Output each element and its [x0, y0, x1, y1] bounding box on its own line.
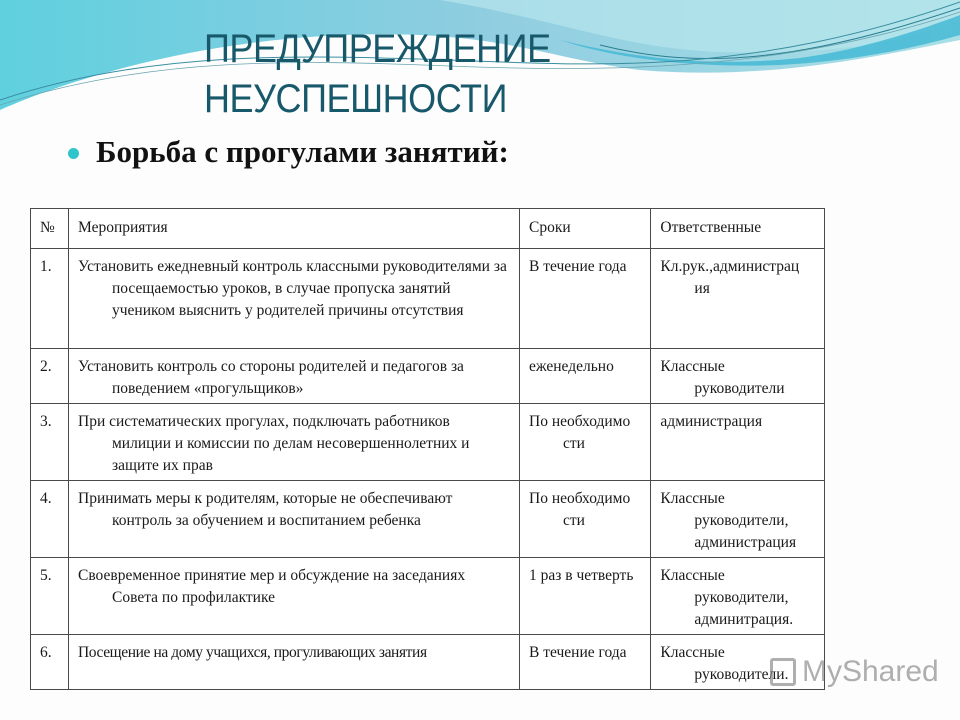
- bullet-dot-icon: [68, 148, 79, 159]
- table-row: [31, 481, 825, 558]
- cell-number: 3.: [31, 404, 69, 481]
- cell-term: По необходимо сти: [520, 481, 651, 558]
- cell-number: 1.: [31, 249, 69, 349]
- cell-action: При систематических прогулах, подключать работников милиции и комиссии по делам несовершеннолетних и защите их прав: [69, 404, 520, 481]
- cell-responsible: Классные руководители, администрация: [651, 481, 825, 558]
- table-row: [31, 558, 825, 635]
- cell-responsible: Классные руководители, админитрация.: [651, 558, 825, 635]
- table-row: [31, 404, 825, 481]
- measures-table: [30, 208, 825, 690]
- cell-action: Установить контроль со стороны родителей и педагогов за поведением «прогульщиков»: [69, 349, 520, 404]
- cell-number: 6.: [31, 635, 69, 690]
- watermark-text: MyShared: [802, 655, 939, 688]
- header-measures: Мероприятия: [69, 209, 520, 249]
- cell-responsible: Кл.рук.,администрац ия: [651, 249, 825, 349]
- slide-title-text: ПРЕДУПРЕЖДЕНИЕ НЕУСПЕШНОСТИ: [204, 27, 551, 121]
- cell-responsible: Классные руководители: [651, 349, 825, 404]
- cell-action: Установить ежедневный контроль классными руководителями за посещаемостью уроков, в случае пропуска занятий учеником выяснить у родителей причины отсутствия: [69, 249, 520, 349]
- cell-action: Принимать меры к родителям, которые не обеспечивают контроль за обучением и воспитанием ребенка: [69, 481, 520, 558]
- cell-responsible: администрация: [651, 404, 825, 481]
- cell-responsible: Классные руководители.: [651, 635, 825, 690]
- table-row: [31, 349, 825, 404]
- cell-number: 4.: [31, 481, 69, 558]
- cell-action: Своевременное принятие мер и обсуждение на заседаниях Совета по профилактике: [69, 558, 520, 635]
- cell-term: По необходимо сти: [520, 404, 651, 481]
- header-terms: Сроки: [520, 209, 651, 249]
- table-row: [31, 249, 825, 349]
- presentation-board-icon: [770, 658, 796, 686]
- cell-term: В течение года: [520, 249, 651, 349]
- header-responsible: Ответственные: [651, 209, 825, 249]
- bullet-item: [68, 134, 509, 170]
- table-header-row: [31, 209, 825, 249]
- measures-table-container: [30, 208, 825, 690]
- bullet-text: Борьба с прогулами занятий:: [96, 134, 509, 169]
- table-row: [31, 635, 825, 690]
- cell-action: Посещение на дому учащихся, прогуливающих занятия: [69, 635, 520, 690]
- header-number: №: [31, 209, 69, 249]
- cell-number: 5.: [31, 558, 69, 635]
- cell-term: В течение года: [520, 635, 651, 690]
- cell-term: 1 раз в четверть: [520, 558, 651, 635]
- watermark: [770, 655, 939, 689]
- cell-term: еженедельно: [520, 349, 651, 404]
- slide-title: [204, 24, 600, 124]
- cell-number: 2.: [31, 349, 69, 404]
